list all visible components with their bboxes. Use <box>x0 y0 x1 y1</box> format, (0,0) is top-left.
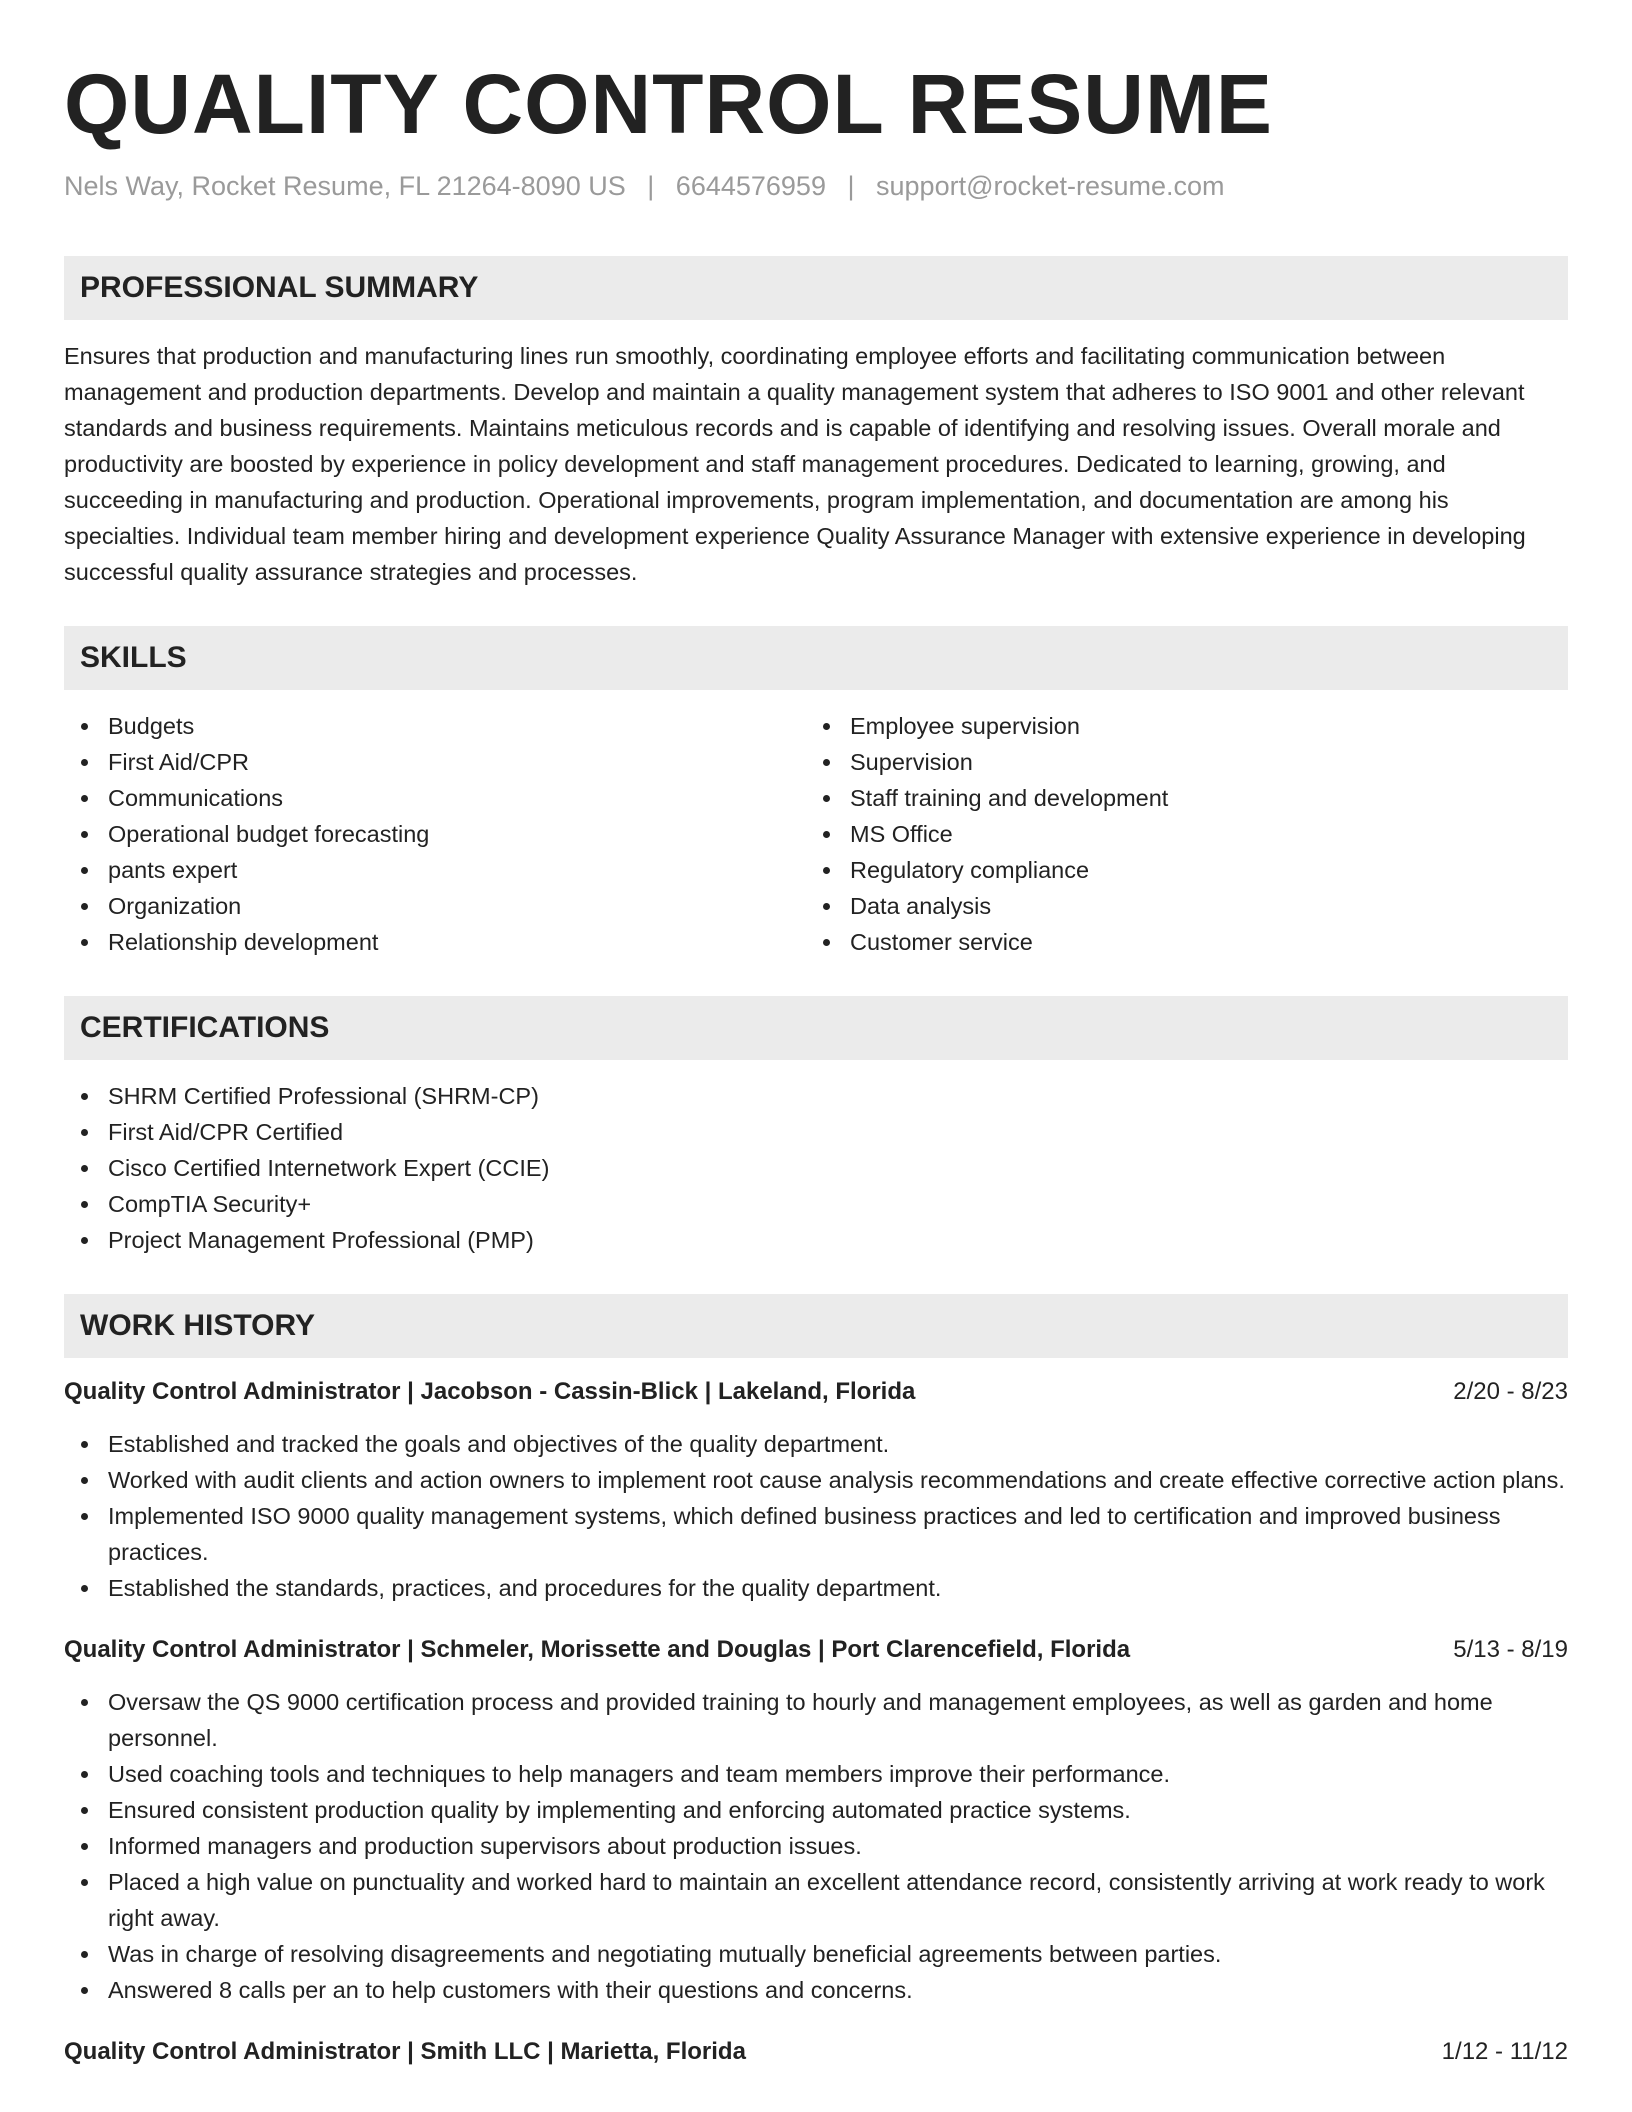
skill-item: Relationship development <box>64 924 806 960</box>
certification-item: Cisco Certified Internetwork Expert (CCIE) <box>64 1150 1568 1186</box>
job-dates: 2/20 - 8/23 <box>1453 1378 1568 1405</box>
job-bullet: Was in charge of resolving disagreements and negotiating mutually beneficial agreements between parties. <box>64 1936 1568 1972</box>
job-bullet: Established the standards, practices, and procedures for the quality department. <box>64 1570 1568 1606</box>
skills-right-column <box>806 708 1548 960</box>
skill-item: Regulatory compliance <box>806 852 1548 888</box>
skill-item: Organization <box>64 888 806 924</box>
certification-item: First Aid/CPR Certified <box>64 1114 1568 1150</box>
skill-item: Communications <box>64 780 806 816</box>
skill-item: Employee supervision <box>806 708 1548 744</box>
job-bullet: Informed managers and production supervisors about production issues. <box>64 1828 1568 1864</box>
certifications-list <box>64 1078 1568 1258</box>
job-entry <box>64 2034 1568 2070</box>
skill-item: Data analysis <box>806 888 1548 924</box>
job-bullet: Oversaw the QS 9000 certification process and provided training to hourly and management employees, as well as garden and home personnel. <box>64 1684 1568 1756</box>
skills-grid <box>64 708 1568 960</box>
job-title: Quality Control Administrator | Smith LLC | Marietta, Florida <box>64 2038 746 2065</box>
work-history-heading: WORK HISTORY <box>64 1294 1568 1358</box>
resume-title: QUALITY CONTROL RESUME <box>64 57 1273 151</box>
contact-email[interactable]: support@rocket-resume.com <box>876 171 1225 201</box>
job-entry <box>64 1632 1568 2008</box>
contact-separator: | <box>847 171 855 201</box>
certification-item: Project Management Professional (PMP) <box>64 1222 1568 1258</box>
skills-heading: SKILLS <box>64 626 1568 690</box>
certifications-heading: CERTIFICATIONS <box>64 996 1568 1060</box>
contact-separator: | <box>647 171 655 201</box>
work-history-list <box>64 1374 1568 2070</box>
job-header <box>64 1632 1568 1668</box>
job-bullet: Answered 8 calls per an to help customers with their questions and concerns. <box>64 1972 1568 2008</box>
contact-phone: 6644576959 <box>675 171 826 201</box>
skill-item: Budgets <box>64 708 806 744</box>
job-bullet: Ensured consistent production quality by implementing and enforcing automated practice systems. <box>64 1792 1568 1828</box>
skill-item: Supervision <box>806 744 1548 780</box>
job-dates: 5/13 - 8/19 <box>1453 1636 1568 1663</box>
skill-item: Operational budget forecasting <box>64 816 806 852</box>
contact-line <box>64 166 1568 206</box>
certification-item: CompTIA Security+ <box>64 1186 1568 1222</box>
job-bullet: Worked with audit clients and action owners to implement root cause analysis recommendations and create effective corrective action plans. <box>64 1462 1568 1498</box>
job-header <box>64 1374 1568 1410</box>
skill-item: Customer service <box>806 924 1548 960</box>
skills-left-column <box>64 708 806 960</box>
job-entry <box>64 1374 1568 1606</box>
job-title: Quality Control Administrator | Schmeler, Morissette and Douglas | Port Clarencefield, Florida <box>64 1636 1131 1663</box>
job-bullet: Used coaching tools and techniques to help managers and team members improve their performance. <box>64 1756 1568 1792</box>
job-bullet-list <box>64 1684 1568 2008</box>
certification-item: SHRM Certified Professional (SHRM-CP) <box>64 1078 1568 1114</box>
summary-heading: PROFESSIONAL SUMMARY <box>64 256 1568 320</box>
job-bullet: Established and tracked the goals and objectives of the quality department. <box>64 1426 1568 1462</box>
job-header <box>64 2034 1568 2070</box>
job-dates: 1/12 - 11/12 <box>1441 2038 1568 2065</box>
skill-item: First Aid/CPR <box>64 744 806 780</box>
job-bullet: Implemented ISO 9000 quality management systems, which defined business practices and led to certification and improved business practices. <box>64 1498 1568 1570</box>
summary-text: Ensures that production and manufacturing lines run smoothly, coordinating employee efforts and facilitating communication between management and production departments. Develop and maintain a quality management system that adheres to ISO 9001 and other relevant standards and business requirements. Maintains meticulous records and is capable of identifying and resolving issues. Overall morale and productivity are boosted by experience in policy development and staff management procedures. Dedicated to learning, growing, and succeeding in manufacturing and production. Operational improvements, program implementation, and documentation are among his specialties. Individual team member hiring and development experience Quality Assurance Manager with extensive experience in developing successful quality assurance strategies and processes. <box>64 343 1526 585</box>
skill-item: pants expert <box>64 852 806 888</box>
skill-item: Staff training and development <box>806 780 1548 816</box>
job-bullet-list <box>64 1426 1568 1606</box>
job-title: Quality Control Administrator | Jacobson - Cassin-Blick | Lakeland, Florida <box>64 1378 916 1405</box>
skill-item: MS Office <box>806 816 1548 852</box>
contact-address: Nels Way, Rocket Resume, FL 21264-8090 US <box>64 171 626 201</box>
job-bullet: Placed a high value on punctuality and worked hard to maintain an excellent attendance record, consistently arriving at work ready to work right away. <box>64 1864 1568 1936</box>
